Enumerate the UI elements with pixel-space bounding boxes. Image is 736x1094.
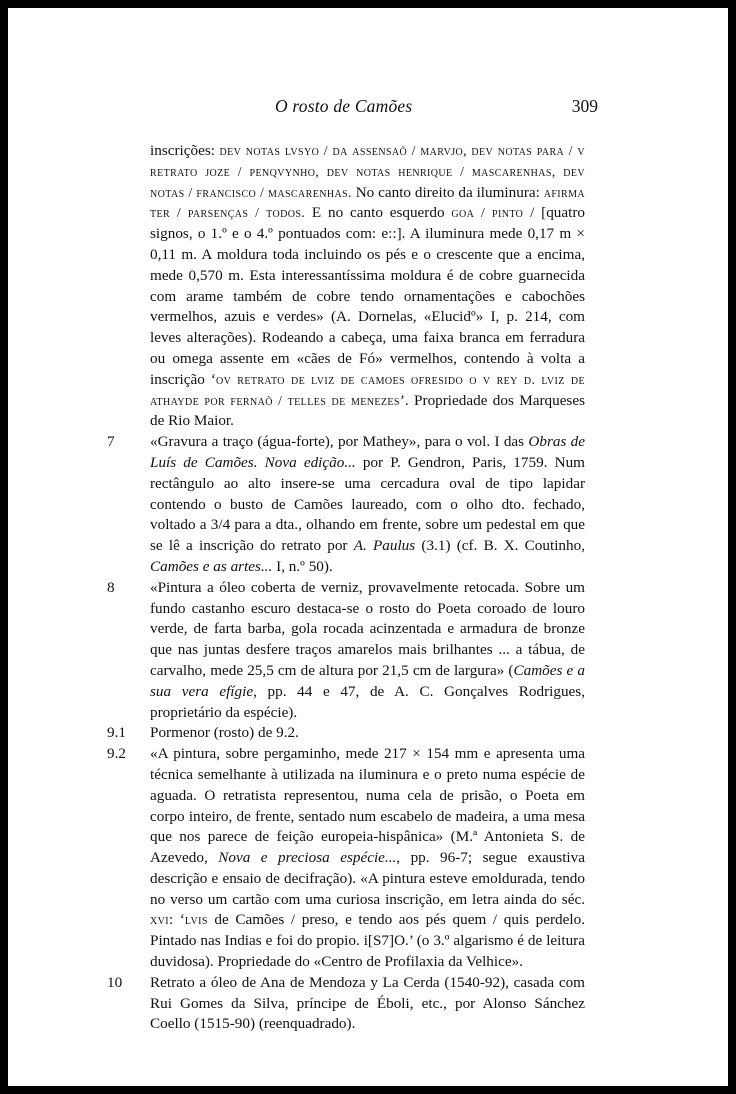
italic-title: A. Paulus (353, 537, 416, 555)
entry-number: 9.1 (107, 724, 126, 742)
inscription-text: dev notas lvsyo / da assensaõ / marvjo, dev notas para / v retrato joze / penqvynho, dev notas henrique / mascarenhas, dev notas / francisco / mascarenhas. (150, 143, 585, 200)
inscription-text: goa / pinto (451, 205, 524, 221)
text-run: «Pintura a óleo coberta de verniz, provavelmente retocada. Sobre um fundo castanho escuro destaca-se o rosto do Poeta coroado de louro verde, de farta barba, gola rocada acinzentada e armadura de bronze que nas juntas desfere traços amarelos mais brilhantes ... a tábua, de carvalho, mede 25,5 cm de altura por 21,5 cm de largura» ( (150, 578, 585, 679)
catalogue-entry (107, 578, 585, 724)
inscription-text: xvi (150, 912, 169, 928)
text-run: inscrições: (150, 142, 220, 159)
text-run: / [quatro signos, o 1.º e o 4.º pontuados com: e::]. A iluminura mede 0,17 m × 0,11 m. A moldura toda incluindo os pés e o crescente que a encima, mede 0,570 m. Esta interessantíssima moldura é de cobre guarnecida com arame também de cobre tendo ornamentações e cabochões vermelhos, azuis e verdes» (A. Dornelas, «Elucidº» I, p. 214, com leves alterações). Rodeando a cabeça, uma faixa branca em ferradura ou omega assente em «cães de Fó» vermelhos, contendo à volta a inscrição ‘ (150, 204, 585, 388)
entry-text (150, 578, 585, 724)
text-run: ’. Propriedade dos Marqueses de Rio Maior. (150, 391, 585, 430)
text-run: No canto direito da iluminura: (351, 183, 544, 201)
page-header (8, 96, 728, 120)
italic-title: Camões e as artes... (150, 557, 273, 575)
entry-text (150, 141, 585, 432)
entry-number: 8 (107, 578, 115, 596)
entry-text (150, 973, 585, 1035)
text-run: E no canto esquerdo (305, 204, 452, 222)
catalogue-entry (107, 744, 586, 973)
text-run: «A pintura, sobre pergaminho, mede 217 × 154 mm e apresenta uma técnica semelhante à utilizada na iluminura e o preto numa espécie de aguada. O retratista representou, numa cela de prisão, o Poeta em corpo inteiro, de frente, sentado num escabelo de madeira, a uma mesa que nos parece de feição europeia-hispânica» (M.ª Antonieta S. de Azevedo, (150, 745, 585, 867)
text-run: Pormenor (rosto) de 9.2. (150, 724, 299, 742)
page-number: 309 (571, 96, 598, 116)
text-run: Retrato a óleo de Ana de Mendoza y La Cerda (1540-92), casada com Rui Gomes da Silva, príncipe de Éboli, etc., por Alonso Sánchez Coello (1515-90) (reenquadrado). (150, 973, 585, 1033)
text-run: , pp. 96-7; segue exaustiva descrição e ensaio de decifração). «A pintura esteve emoldurada, tendo no verso um cartão com uma curiosa inscrição, em letra ainda do séc. (150, 849, 585, 908)
text-run: «Gravura a traço (água-forte), por Mathey», para o vol. I das (150, 433, 529, 451)
catalogue-entry (150, 141, 585, 432)
text-run: : ‘ (168, 911, 185, 929)
italic-title: Camões e a sua vera efígie (150, 661, 585, 700)
book-page (8, 8, 728, 1086)
text-run: I, n.º 50). (272, 557, 333, 575)
entry-number: 10 (107, 973, 123, 991)
body-text (107, 141, 586, 1035)
running-title: O rosto de Camões (275, 96, 413, 116)
catalogue-entry (107, 973, 585, 1035)
text-run: (3.1) (cf. B. X. Coutinho, (415, 537, 586, 555)
text-run: de Camões / preso, e tendo aos pés quem / quis perdelo. Pintado nas Indias e foi do propio. i[S7]O.’ (o 3.º algarismo é de leitura duvidosa). Propriedade do «Centro de Profilaxia da Velhice». (150, 911, 586, 971)
inscription-text: ov retrato de lviz de camoes ofresido o v rey d. lviz de athayde por fernaõ / telles de menezes (150, 371, 585, 408)
entry-number: 9.2 (107, 745, 126, 763)
inscription-text: afirma ter / parsenças / todos. (150, 184, 585, 221)
entry-text (150, 432, 585, 578)
entry-number: 7 (107, 433, 115, 451)
entry-text (150, 723, 585, 744)
text-run: por P. Gendron, Paris, 1759. Num rectângulo ao alto insere-se uma cercadura oval de tipo lapidar contendo o busto de Camões laureado, com o olho dto. fechado, voltado a 3/4 para a dta., olhando em frente, sobre um pedestal em que se lê a inscrição do retrato por (150, 453, 585, 555)
text-run: , pp. 44 e 47, de A. C. Gonçalves Rodrigues, proprietário da espécie). (150, 682, 585, 721)
catalogue-entry (107, 432, 586, 578)
italic-title: Nova e preciosa espécie... (218, 849, 397, 867)
inscription-text: lvis (184, 912, 208, 928)
italic-title: Obras de Luís de Camões. Nova edição... (150, 433, 586, 471)
entry-text (150, 744, 585, 973)
catalogue-entry (107, 723, 585, 744)
